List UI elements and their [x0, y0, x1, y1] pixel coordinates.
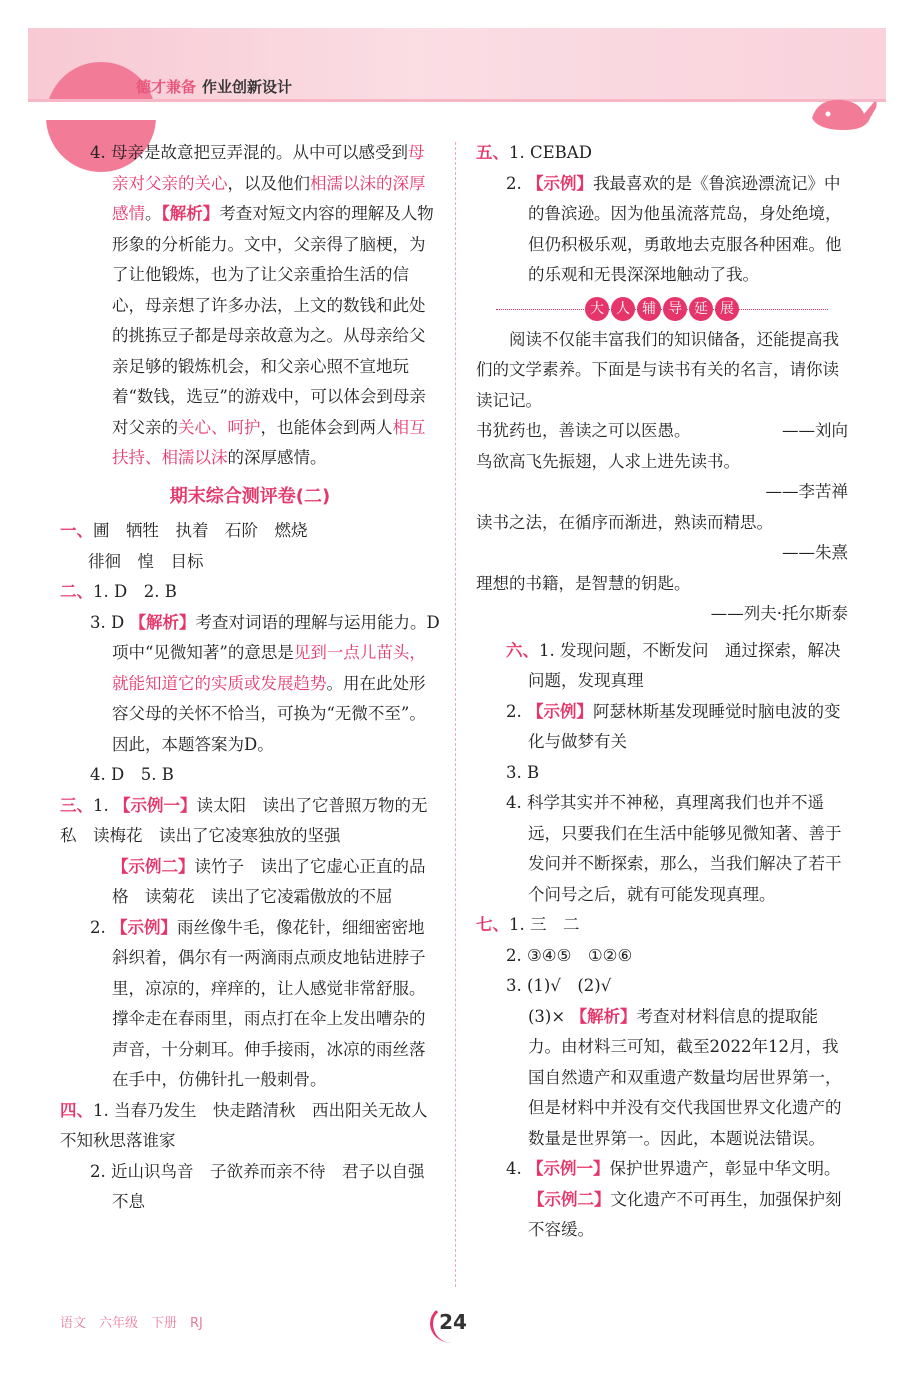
answer-3-1b: 【示例二】读竹子 读出了它虚心正直的品格 读菊花 读出了它凌霜傲放的不屈 [112, 856, 426, 906]
page-header [28, 28, 886, 120]
answer-5-2: 2. 【示例】我最喜欢的是《鲁滨逊漂流记》中的鲁滨逊。因为他虽流落荒岛，身处绝境，但仍积极乐观，勇敢地去克服各种困难。他的乐观和无畏深深地触动了我。 [506, 173, 842, 284]
quote-1: 书犹药也，善读之可以医愚。 ——刘向 [476, 421, 848, 440]
extension-intro: 阅读不仅能丰富我们的知识储备，还能提高我们的文学素养。下面是与读书有关的名言，请你读读记记。 [476, 329, 839, 410]
header-title [136, 76, 292, 97]
answer-7-2: 2. ③④⑤ ①②⑥ [506, 945, 633, 965]
right-column [476, 138, 848, 1246]
answer-2-45: 4. D 5. B [90, 765, 174, 784]
answer-6-2: 2. 【示例】阿瑟林斯基发现睡觉时脑电波的变化与做梦有关 [506, 701, 841, 751]
answer-7-4a: 4. 【示例一】保护世界遗产，彰显中华文明。 [506, 1159, 841, 1178]
answer-3-2b: 撑伞走在春雨里，雨点打在伞上发出嘈杂的声音，十分刺耳。伸手接雨，冰凉的雨丝落在手中，仿佛针扎一般刺骨。 [112, 1009, 426, 1089]
column-divider [455, 142, 456, 1287]
header-wave [28, 99, 886, 120]
exam-title: 期末综合测评卷(二) [169, 485, 331, 507]
answer-7-3b: (3)× 【解析】考查对材料信息的提取能力。由材料三可知，截至2022年12月，我国自然遗产和双重遗产数量均居世界第一，但是材料中并没有交代我国世界文化遗产的数量是世界第一。因此，本题说法错误。 [528, 1006, 842, 1148]
section-1: 一、圃 牺牲 执着 石阶 燃烧 [60, 521, 308, 540]
answer-2-3: 3. D 【解析】考查对词语的理解与运用能力。D项中“见微知著”的意思是见到一点儿苗头，就能知道它的实质或发展趋势。用在此处形容父母的关怀不恰当，可换为“无微不至”。因此，本题答案为D。 [90, 612, 440, 754]
footer-info: 语文 六年级 下册 RJ [60, 1316, 203, 1331]
answer-6-3: 3. B [506, 762, 540, 782]
section-4: 四、1. 当春乃发生 快走踏清秋 西出阳关无故人 不知秋思落谁家 [60, 1100, 444, 1150]
whale-icon [808, 88, 880, 134]
header-subtitle: 作业创新设计 [202, 78, 293, 96]
quote-2-author: ——李苦禅 [765, 482, 848, 501]
answer-7-3: 3. (1)√ (2)√ [506, 976, 612, 995]
answer-6-4: 4. 科学其实并不神秘，真理离我们也并不遥远，只要我们在生活中能够见微知著、善于发问并不断探索，那么，当我们解决了若干个问号之后，就有可能发现真理。 [506, 793, 842, 904]
answer-3-2: 2. 【示例】雨丝像牛毛，像花针，细细密密地斜织着，偶尔有一两滴雨点顽皮地钻进脖子里，凉凉的，痒痒的，让人感觉非常舒服。 [90, 917, 426, 998]
quote-3-author: ——朱熹 [782, 543, 848, 562]
page-number: 24 [430, 1302, 476, 1342]
section-6: 六、1. 发现问题，不断发问 通过探索，解决问题，发现真理 [506, 640, 841, 690]
answer-7-4b: 【示例二】文化遗产不可再生，加强保护刻不容缓。 [528, 1189, 842, 1239]
quote-4-author: ——列夫·托尔斯泰 [710, 604, 848, 623]
quote-4: 理想的书籍，是智慧的钥匙。 [476, 573, 691, 593]
quote-3: 读书之法，在循序而渐进，熟读而精思。 [476, 512, 773, 532]
section-7: 七、1. 三 二 [476, 915, 580, 934]
section-3: 三、1. 【示例一】读太阳 读出了它普照万物的无私 读梅花 读出了它凌寒独放的坚强 [60, 795, 428, 845]
left-column [60, 138, 444, 1218]
section-2: 二、1. D 2. B [60, 582, 177, 601]
section-5: 五、1. CEBAD [476, 143, 592, 162]
answer-4-2: 2. 近山识鸟音 子欲养而亲不待 君子以自强不息 [90, 1161, 425, 1211]
answer-4: 4. 母亲是故意把豆弄混的。从中可以感受到母亲对父亲的关心，以及他们相濡以沫的深厚感情。【解析】考查对短文内容的理解及人物形象的分析能力。文中，父亲得了脑梗，为了让他锻炼，也为了让父亲重拾生活的信心，母亲想了许多办法，上文的数钱和此处的挑拣豆子都是母亲故意为之。从母亲给父亲足够的锻炼机会，和父亲心照不宣地玩着“数钱，选豆”的游戏中，可以体会到母亲对父亲的关心、呵护，也能体会到两人相互扶持、相濡以沫的深厚感情。 [90, 143, 434, 467]
section-1-line2: 徘徊 惶 目标 [88, 551, 204, 571]
header-brand: 德才兼备 [136, 78, 197, 96]
quote-2: 鸟欲高飞先振翅，人求上进先读书。 [476, 451, 740, 471]
extension-banner: 大 人 辅 导 延 展 [476, 297, 848, 321]
